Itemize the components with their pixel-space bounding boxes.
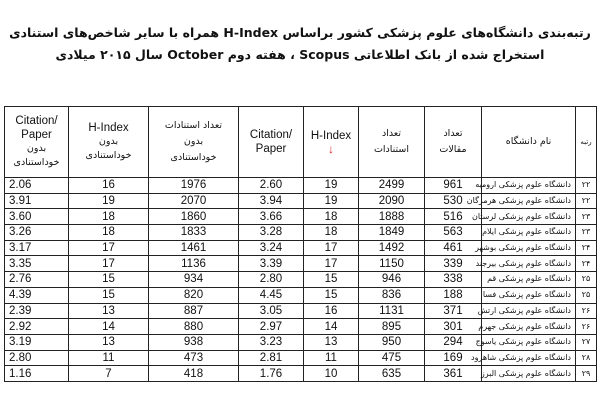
cell-citations-noself: 887 — [149, 303, 239, 319]
col-header-line: خوداستنادی — [13, 157, 60, 168]
cell-hindex: 19 — [304, 178, 359, 194]
col-header-line: Paper — [255, 143, 287, 155]
cell-citations: 475 — [359, 350, 425, 366]
cell-cpp-noself: 3.60 — [5, 209, 69, 225]
cell-citations-noself: 880 — [149, 319, 239, 335]
cell-hindex: 18 — [304, 225, 359, 241]
table-row — [5, 256, 597, 272]
cell-university-name: دانشگاه علوم پزشکی ایلام — [482, 225, 576, 241]
cell-hindex-noself: 16 — [69, 178, 149, 194]
col-header-cpp — [239, 107, 304, 178]
cell-citations: 1131 — [359, 303, 425, 319]
col-header-line: مقالات — [439, 144, 467, 155]
cell-citations: 836 — [359, 287, 425, 303]
cell-university-name: دانشگاه علوم پزشکی جهرم — [482, 319, 576, 335]
cell-university-name: دانشگاه علوم پزشکی بوشهر — [482, 240, 576, 256]
cell-citations: 1492 — [359, 240, 425, 256]
cell-papers: 294 — [425, 334, 482, 350]
cell-rank: ۲۸ — [576, 350, 597, 366]
table-row — [5, 272, 597, 288]
cell-citations-noself: 1976 — [149, 178, 239, 194]
cell-rank: ۲۵ — [576, 272, 597, 288]
cell-rank: ۲۳ — [576, 225, 597, 241]
cell-hindex: 15 — [304, 287, 359, 303]
col-header-line: Citation/ — [15, 115, 58, 127]
col-header-line: H-Index — [88, 122, 129, 134]
table-row — [5, 225, 597, 241]
cell-cpp-noself: 3.19 — [5, 334, 69, 350]
title-line-1: رتبه‌بندی دانشگاه‌های علوم پزشکی کشور براساس H-Index همراه با سایر شاخص‌های استنادی — [9, 25, 591, 40]
col-header-line: تعداد استنادات — [164, 120, 223, 131]
cell-university-name: دانشگاه علوم پزشکی یاسوج — [482, 334, 576, 350]
table-row — [5, 193, 597, 209]
cell-citations: 950 — [359, 334, 425, 350]
col-header-hindex-noself — [69, 107, 149, 178]
cell-cpp: 3.28 — [239, 225, 304, 241]
cell-cpp-noself: 3.26 — [5, 225, 69, 241]
col-header-citations-noself — [149, 107, 239, 178]
cell-rank: ۲۴ — [576, 240, 597, 256]
cell-rank: ۲۹ — [576, 366, 597, 382]
cell-citations-noself: 2070 — [149, 193, 239, 209]
col-header-line: بدون — [26, 143, 47, 154]
cell-papers: 361 — [425, 366, 482, 382]
cell-university-name: دانشگاه علوم پزشکی ارتش — [482, 303, 576, 319]
cell-university-name: دانشگاه علوم پزشکی بیرجند — [482, 256, 576, 272]
cell-cpp-noself: 2.39 — [5, 303, 69, 319]
col-header-line: رتبه — [580, 137, 592, 146]
cell-papers: 301 — [425, 319, 482, 335]
table-row — [5, 303, 597, 319]
cell-cpp: 3.39 — [239, 256, 304, 272]
cell-citations: 635 — [359, 366, 425, 382]
col-header-line: خوداستنادی — [170, 152, 217, 163]
cell-cpp: 2.60 — [239, 178, 304, 194]
table-row — [5, 319, 597, 335]
cell-university-name: دانشگاه علوم پزشکی البرز — [482, 366, 576, 382]
cell-citations: 2090 — [359, 193, 425, 209]
cell-hindex: 17 — [304, 240, 359, 256]
cell-papers: 188 — [425, 287, 482, 303]
col-header-line: Citation/ — [249, 129, 293, 141]
cell-cpp-noself: 3.35 — [5, 256, 69, 272]
col-header-line: استنادات — [373, 144, 410, 155]
cell-cpp: 2.80 — [239, 272, 304, 288]
col-header-line: Paper — [21, 129, 52, 141]
cell-citations: 1150 — [359, 256, 425, 272]
cell-hindex-noself: 17 — [69, 256, 149, 272]
col-header-rank — [576, 107, 597, 178]
cell-hindex-noself: 7 — [69, 366, 149, 382]
cell-cpp-noself: 3.91 — [5, 193, 69, 209]
col-header-line: خوداستنادی — [85, 150, 132, 161]
cell-cpp: 1.76 — [239, 366, 304, 382]
cell-citations: 895 — [359, 319, 425, 335]
col-header-line: نام دانشگاه — [505, 136, 552, 147]
cell-cpp-noself: 1.16 — [5, 366, 69, 382]
cell-cpp: 2.97 — [239, 319, 304, 335]
table-body — [5, 178, 597, 382]
col-header-line: بدون — [98, 136, 119, 147]
cell-hindex-noself: 17 — [69, 240, 149, 256]
cell-hindex-noself: 18 — [69, 225, 149, 241]
cell-university-name: دانشگاه علوم پزشکی قم — [482, 272, 576, 288]
cell-citations-noself: 820 — [149, 287, 239, 303]
cell-hindex: 13 — [304, 334, 359, 350]
cell-cpp: 3.94 — [239, 193, 304, 209]
cell-university-name: دانشگاه علوم پزشکی هرمزگان — [482, 193, 576, 209]
cell-rank: ۲۵ — [576, 287, 597, 303]
col-header-line: بدون — [183, 136, 204, 147]
cell-cpp: 3.05 — [239, 303, 304, 319]
cell-hindex: 15 — [304, 272, 359, 288]
cell-rank: ۲۴ — [576, 256, 597, 272]
cell-university-name: دانشگاه علوم پزشکی شاهرود — [482, 350, 576, 366]
col-header-line: تعداد — [443, 128, 463, 139]
cell-cpp-noself: 3.17 — [5, 240, 69, 256]
ranking-table — [4, 106, 597, 382]
cell-papers: 516 — [425, 209, 482, 225]
sort-down-arrow-icon: ↓ — [328, 142, 334, 156]
cell-papers: 339 — [425, 256, 482, 272]
table-row — [5, 178, 597, 194]
ranking-table-container — [4, 106, 596, 382]
cell-hindex-noself: 15 — [69, 287, 149, 303]
cell-hindex: 17 — [304, 256, 359, 272]
col-header-citations — [359, 107, 425, 178]
cell-hindex-noself: 18 — [69, 209, 149, 225]
cell-citations-noself: 418 — [149, 366, 239, 382]
col-header-cpp-noself — [5, 107, 69, 178]
title-line-2: استخراج شده از بانک اطلاعاتی Scopus ، هفته دوم October سال ۲۰۱۵ میلادی — [55, 47, 545, 62]
cell-cpp-noself: 2.92 — [5, 319, 69, 335]
cell-citations-noself: 1136 — [149, 256, 239, 272]
cell-hindex-noself: 15 — [69, 272, 149, 288]
cell-citations: 1849 — [359, 225, 425, 241]
cell-hindex: 10 — [304, 366, 359, 382]
cell-citations-noself: 1860 — [149, 209, 239, 225]
cell-cpp: 2.81 — [239, 350, 304, 366]
cell-rank: ۲۶ — [576, 319, 597, 335]
table-header-row — [5, 107, 597, 178]
cell-citations-noself: 938 — [149, 334, 239, 350]
table-row — [5, 240, 597, 256]
cell-papers: 961 — [425, 178, 482, 194]
cell-papers: 530 — [425, 193, 482, 209]
table-row — [5, 209, 597, 225]
page-title — [0, 22, 600, 66]
col-header-line: H-Index — [310, 130, 352, 142]
cell-rank: ۲۷ — [576, 334, 597, 350]
cell-rank: ۲۶ — [576, 303, 597, 319]
cell-cpp-noself: 2.06 — [5, 178, 69, 194]
cell-citations-noself: 473 — [149, 350, 239, 366]
cell-hindex-noself: 13 — [69, 303, 149, 319]
cell-cpp-noself: 2.80 — [5, 350, 69, 366]
col-header-university-name — [482, 107, 576, 178]
cell-hindex-noself: 19 — [69, 193, 149, 209]
table-row — [5, 350, 597, 366]
cell-hindex-noself: 14 — [69, 319, 149, 335]
cell-hindex: 18 — [304, 209, 359, 225]
cell-university-name: دانشگاه علوم پزشکی لرستان — [482, 209, 576, 225]
cell-citations-noself: 934 — [149, 272, 239, 288]
cell-papers: 371 — [425, 303, 482, 319]
cell-citations: 946 — [359, 272, 425, 288]
cell-hindex-noself: 11 — [69, 350, 149, 366]
cell-papers: 338 — [425, 272, 482, 288]
cell-cpp: 3.23 — [239, 334, 304, 350]
cell-hindex: 19 — [304, 193, 359, 209]
table-row — [5, 366, 597, 382]
cell-rank: ۲۲ — [576, 193, 597, 209]
cell-papers: 563 — [425, 225, 482, 241]
cell-hindex: 11 — [304, 350, 359, 366]
cell-papers: 169 — [425, 350, 482, 366]
cell-rank: ۲۲ — [576, 178, 597, 194]
cell-cpp: 3.24 — [239, 240, 304, 256]
cell-cpp-noself: 2.76 — [5, 272, 69, 288]
cell-cpp-noself: 4.39 — [5, 287, 69, 303]
table-row — [5, 334, 597, 350]
col-header-line: تعداد — [381, 128, 402, 139]
cell-rank: ۲۳ — [576, 209, 597, 225]
cell-citations: 1888 — [359, 209, 425, 225]
cell-cpp: 3.66 — [239, 209, 304, 225]
cell-university-name: دانشگاه علوم پزشکی فسا — [482, 287, 576, 303]
cell-citations-noself: 1461 — [149, 240, 239, 256]
cell-hindex: 16 — [304, 303, 359, 319]
cell-cpp: 4.45 — [239, 287, 304, 303]
cell-citations-noself: 1833 — [149, 225, 239, 241]
cell-university-name: دانشگاه علوم پزشکی ارومیه — [482, 178, 576, 194]
cell-hindex-noself: 13 — [69, 334, 149, 350]
cell-papers: 461 — [425, 240, 482, 256]
col-header-hindex — [304, 107, 359, 178]
cell-hindex: 14 — [304, 319, 359, 335]
cell-citations: 2499 — [359, 178, 425, 194]
col-header-papers — [425, 107, 482, 178]
table-row — [5, 287, 597, 303]
